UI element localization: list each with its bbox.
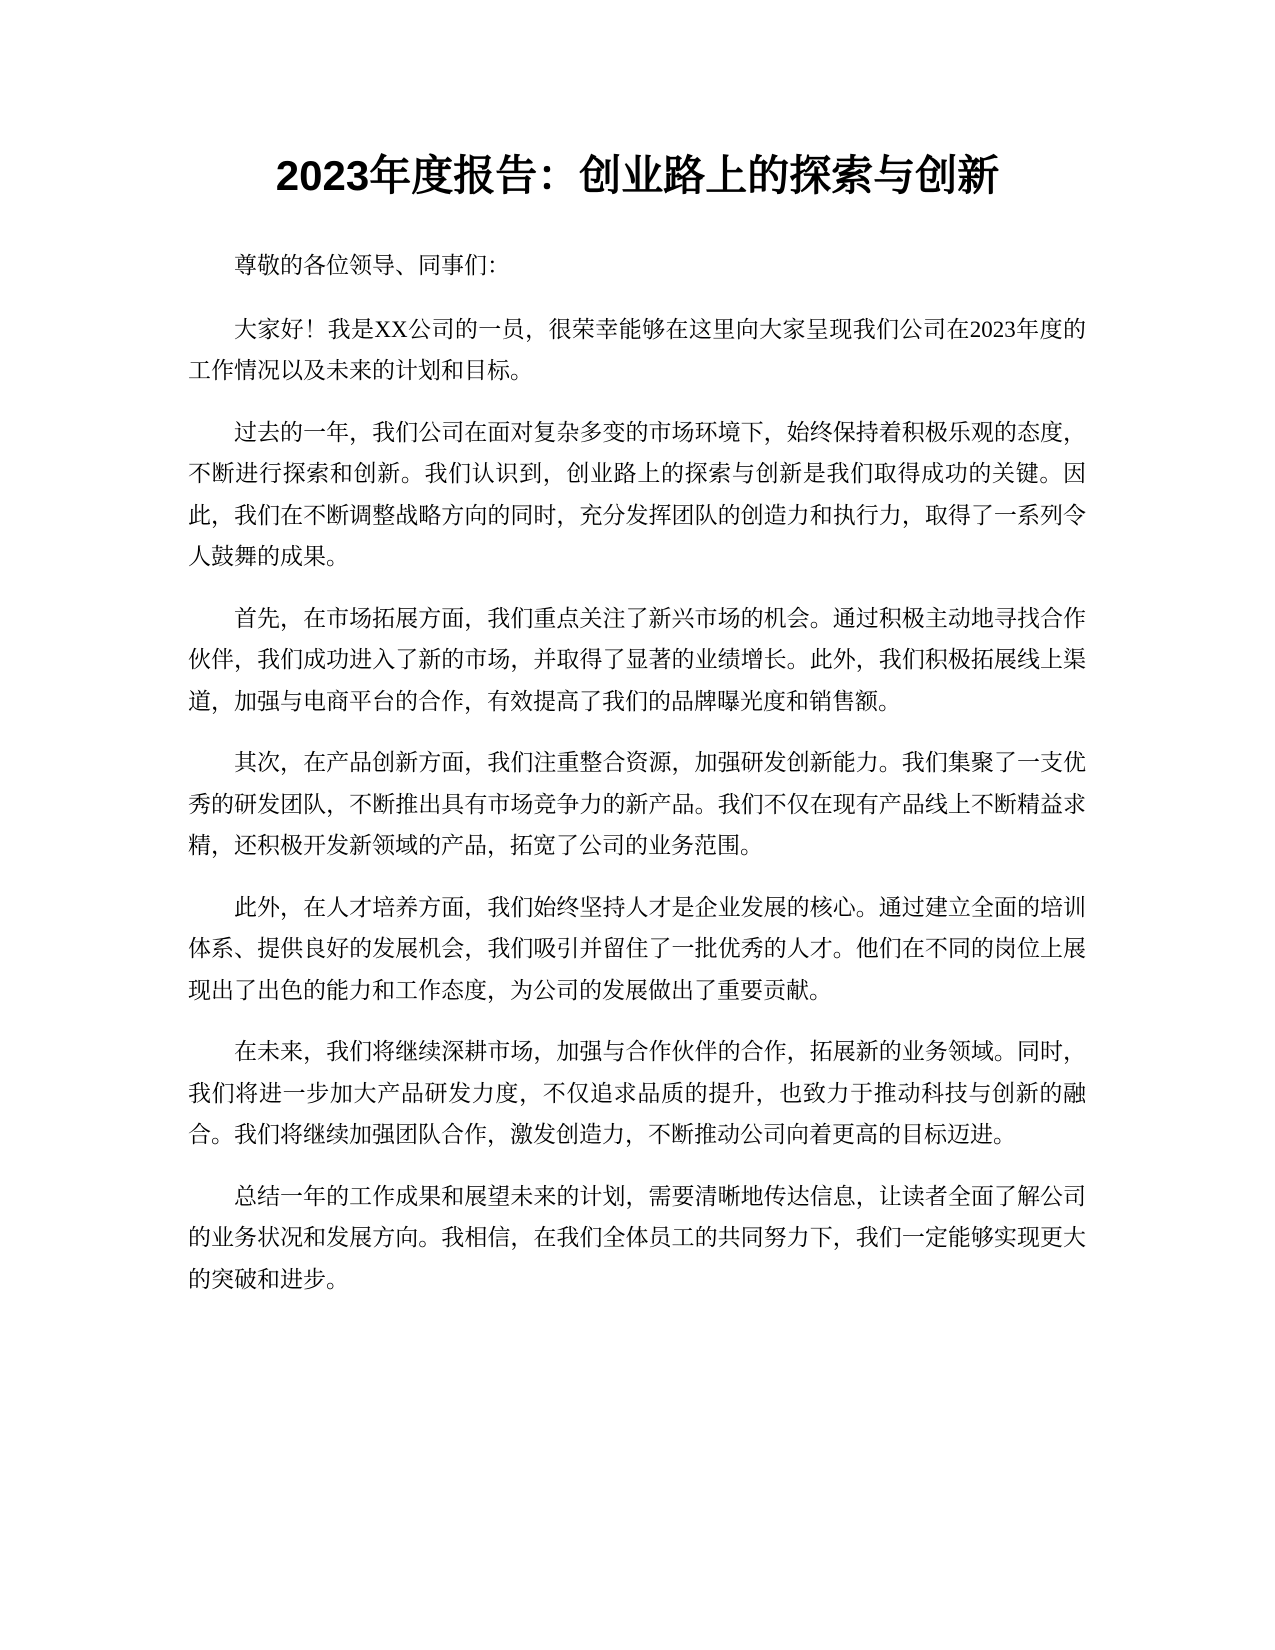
paragraph-market-expansion: 首先，在市场拓展方面，我们重点关注了新兴市场的机会。通过积极主动地寻找合作伙伴，我们成功进入了新的市场，并取得了显著的业绩增长。此外，我们积极拓展线上渠道，加强与电商平台的合作，有效提高了我们的品牌曝光度和销售额。 [188,605,1086,714]
document-body [188,245,1086,1320]
paragraph-talent-development: 此外，在人才培养方面，我们始终坚持人才是企业发展的核心。通过建立全面的培训体系、提供良好的发展机会，我们吸引并留住了一批优秀的人才。他们在不同的岗位上展现出了出色的能力和工作态度，为公司的发展做出了重要贡献。 [188,894,1086,1003]
paragraph-conclusion: 总结一年的工作成果和展望未来的计划，需要清晰地传达信息，让读者全面了解公司的业务状况和发展方向。我相信，在我们全体员工的共同努力下，我们一定能够实现更大的突破和进步。 [188,1183,1086,1292]
paragraph-intro: 大家好！我是XX公司的一员，很荣幸能够在这里向大家呈现我们公司在2023年度的工作情况以及未来的计划和目标。 [188,316,1086,383]
paragraph-product-innovation: 其次，在产品创新方面，我们注重整合资源，加强研发创新能力。我们集聚了一支优秀的研发团队，不断推出具有市场竞争力的新产品。我们不仅在现有产品线上不断精益求精，还积极开发新领域的产品，拓宽了公司的业务范围。 [188,750,1086,858]
paragraph-future-plans: 在未来，我们将继续深耕市场，加强与合作伙伴的合作，拓展新的业务领域。同时，我们将进一步加大产品研发力度，不仅追求品质的提升，也致力于推动科技与创新的融合。我们将继续加强团队合作，激发创造力，不断推动公司向着更高的目标迈进。 [188,1039,1086,1147]
paragraph-past-year: 过去的一年，我们公司在面对复杂多变的市场环境下，始终保持着积极乐观的态度，不断进行探索和创新。我们认识到，创业路上的探索与创新是我们取得成功的关键。因此，我们在不断调整战略方向的同时，充分发挥团队的创造力和执行力，取得了一系列令人鼓舞的成果。 [188,419,1086,569]
document-title: 2023年度报告：创业路上的探索与创新 [275,152,1000,199]
salutation: 尊敬的各位领导、同事们： [234,253,510,278]
